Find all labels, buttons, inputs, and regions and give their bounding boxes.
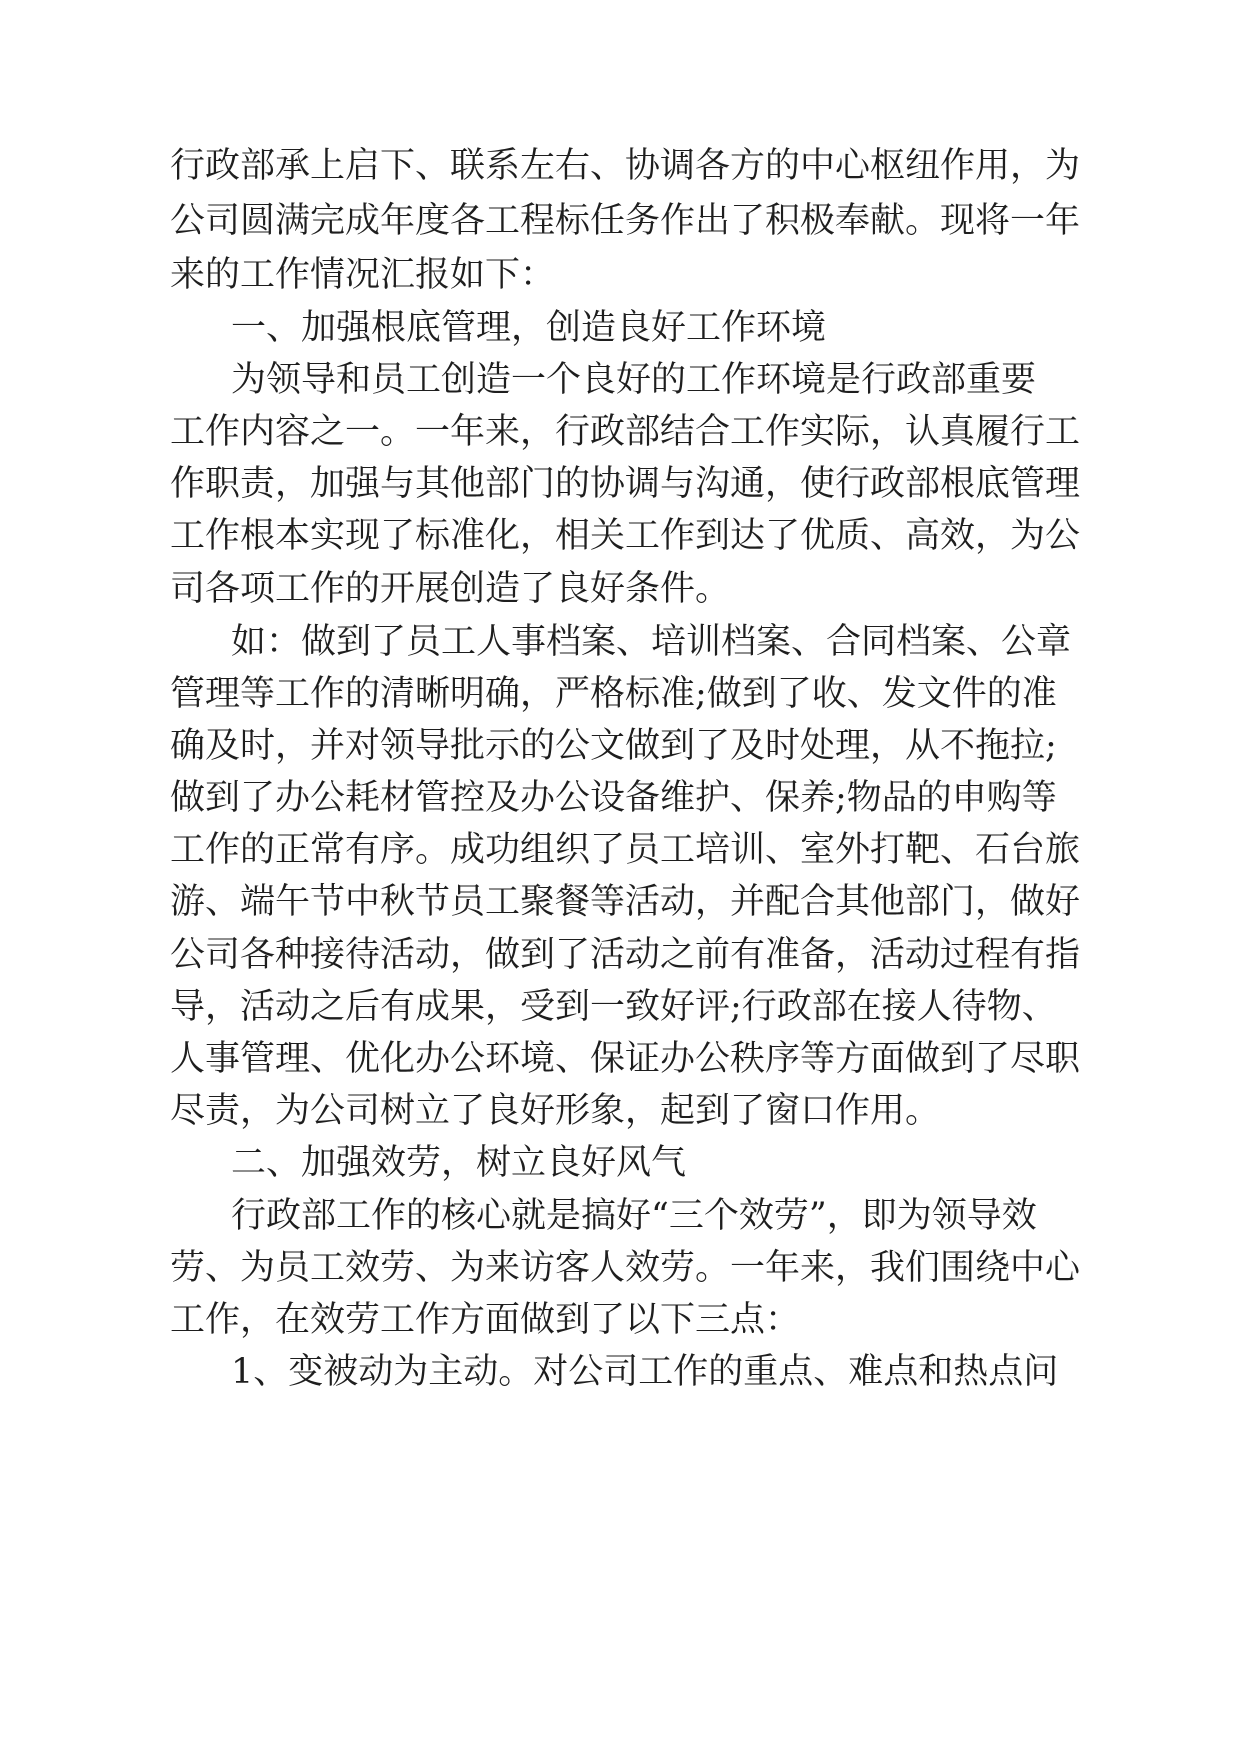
text-line-content: 做到了办公耗材管控及办公设备维护、保养;物品的申购等 [170, 778, 1057, 818]
text-line-content: 工作根本实现了标准化，相关工作到达了优质、高效，为公 [170, 516, 1081, 556]
text-line [0, 402, 1241, 462]
text-line-content: 作职责，加强与其他部门的协调与沟通，使行政部根底管理 [170, 464, 1081, 504]
section-heading [0, 1133, 1241, 1193]
text-line-content: 游、端午节中秋节员工聚餐等活动，并配合其他部门，做好 [170, 882, 1081, 922]
text-line-content: 为领导和员工创造一个良好的工作环境是行政部重要 [231, 360, 1037, 400]
text-line-content: 工作内容之一。一年来，行政部结合工作实际，认真履行工 [170, 412, 1081, 452]
text-line [0, 506, 1241, 566]
text-line [0, 454, 1241, 514]
text-line [0, 977, 1241, 1037]
text-line [0, 1081, 1241, 1141]
text-line-content: 导，活动之后有成果，受到一致好评;行政部在接人待物、 [170, 987, 1057, 1027]
text-line-content: 如：做到了员工人事档案、培训档案、合同档案、公章 [231, 622, 1072, 662]
text-line-content: 来的工作情况汇报如下： [170, 255, 556, 295]
text-line [0, 136, 1241, 196]
text-line [0, 245, 1241, 305]
text-line [0, 664, 1241, 724]
text-line-content: 公司圆满完成年度各工程标任务作出了积极奉献。现将一年 [170, 201, 1081, 241]
text-line-content: 行政部工作的核心就是搞好“三个效劳”，即为领导效 [231, 1196, 1037, 1236]
section-heading-text: 一、加强根底管理，创造良好工作环境 [231, 308, 827, 348]
text-line-content: 劳、为员工效劳、为来访客人效劳。一年来，我们围绕中心 [170, 1248, 1081, 1288]
text-line [0, 1290, 1241, 1350]
text-line [0, 872, 1241, 932]
text-line-content: 管理等工作的清晰明确，严格标准;做到了收、发文件的准 [170, 674, 1057, 714]
text-line-content: 1、变被动为主动。对公司工作的重点、难点和热点问 [231, 1352, 1059, 1392]
text-line-content: 行政部承上启下、联系左右、协调各方的中心枢纽作用，为 [170, 146, 1081, 186]
text-line [0, 1186, 1241, 1246]
section-heading-text: 二、加强效劳，树立良好风气 [231, 1143, 687, 1183]
text-line-content: 工作的正常有序。成功组织了员工培训、室外打靶、石台旅 [170, 830, 1081, 870]
section-heading [0, 298, 1241, 358]
text-line [0, 925, 1241, 985]
text-line [0, 612, 1241, 672]
text-line [0, 716, 1241, 776]
text-line-content: 工作，在效劳工作方面做到了以下三点： [170, 1300, 801, 1340]
text-line-content: 人事管理、优化办公环境、保证办公秩序等方面做到了尽职 [170, 1039, 1081, 1079]
text-line [0, 1029, 1241, 1089]
text-line [0, 191, 1241, 251]
text-line [0, 1238, 1241, 1298]
text-line [0, 1342, 1241, 1402]
text-line-content: 确及时，并对领导批示的公文做到了及时处理，从不拖拉; [170, 726, 1057, 766]
text-line-content: 尽责，为公司树立了良好形象，起到了窗口作用。 [170, 1091, 941, 1131]
text-line [0, 559, 1241, 619]
text-line [0, 768, 1241, 828]
text-line [0, 820, 1241, 880]
text-line-content: 公司各种接待活动，做到了活动之前有准备，活动过程有指 [170, 935, 1081, 975]
text-line [0, 350, 1241, 410]
text-line-content: 司各项工作的开展创造了良好条件。 [170, 569, 731, 609]
